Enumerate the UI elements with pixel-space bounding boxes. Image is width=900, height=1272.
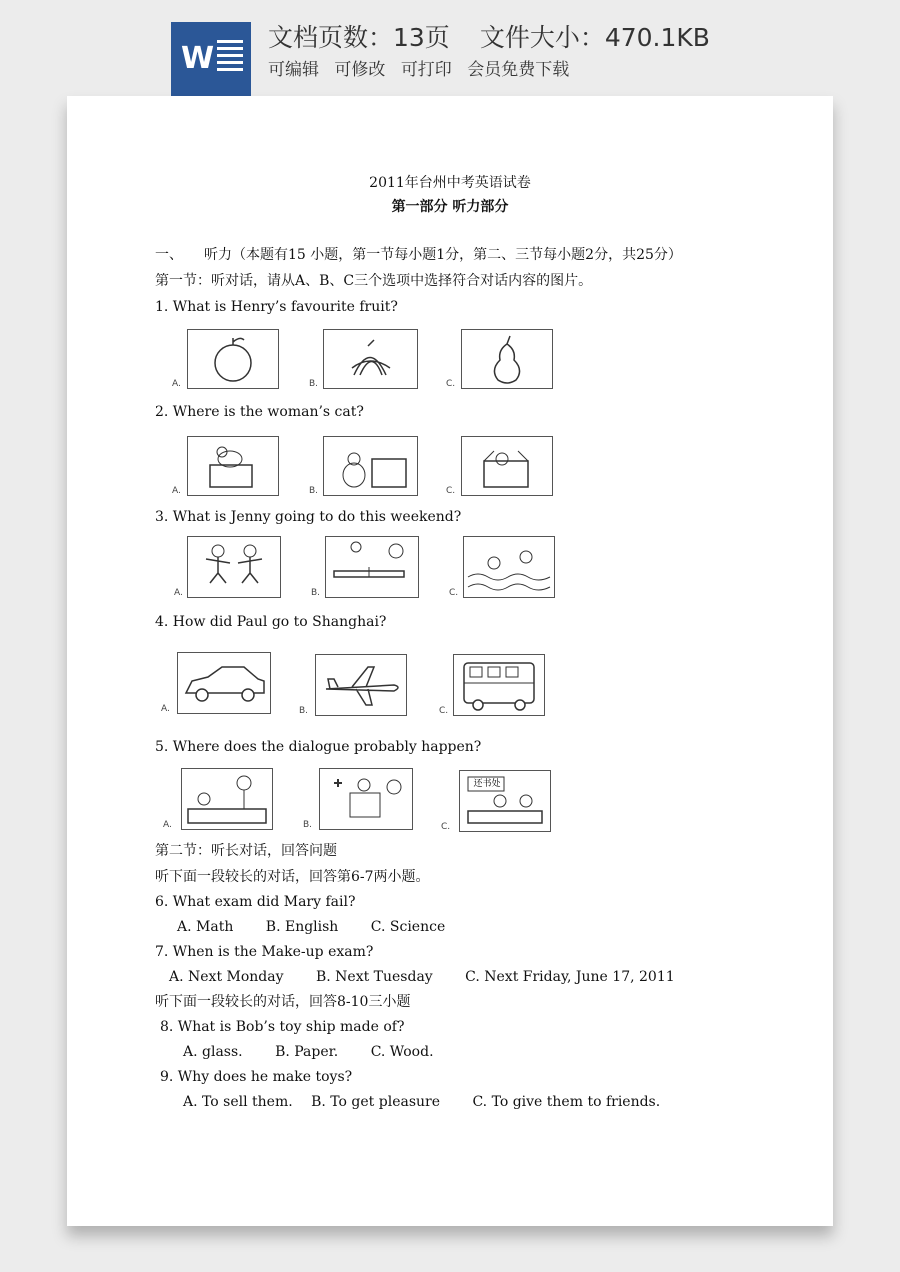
q5-option-a-shop — [181, 768, 273, 830]
listen-instruction-8-10: 听下面一段较长的对话，回答8-10三小题 — [155, 994, 411, 1010]
q2-label-a: A. — [172, 486, 181, 496]
q4-label-b: B. — [299, 706, 309, 716]
q3-label-b: B. — [311, 588, 321, 598]
car-icon — [178, 653, 270, 713]
q2-label-c: C. — [446, 486, 456, 496]
download-banner — [0, 0, 900, 96]
page-count: 文档页数：13页 — [268, 23, 450, 52]
question-7: 7. When is the Make-up exam? — [155, 944, 374, 960]
doc-title: 2011年台州中考英语试卷 — [369, 175, 531, 191]
dancers-icon — [188, 537, 280, 597]
q5-label-b: B. — [303, 820, 313, 830]
q5-label-a: A. — [163, 820, 172, 830]
q3-option-c-swimming — [463, 536, 555, 598]
q2-option-a-cat-on-box — [187, 436, 279, 496]
question-8-options: A. glass. B. Paper. C. Wood. — [183, 1044, 434, 1060]
cat-box-icon — [324, 437, 417, 495]
q4-label-a: A. — [161, 704, 170, 714]
part1-instruction: 第一节：听对话，请从A、B、C三个选项中选择符合对话内容的图片。 — [155, 273, 593, 289]
q1-option-a-apple — [187, 329, 279, 389]
feature-modifiable: 可修改 — [334, 60, 386, 80]
feature-printable: 可打印 — [400, 60, 452, 80]
question-4: 4. How did Paul go to Shanghai? — [155, 614, 387, 630]
file-size: 文件大小：470.1KB — [479, 23, 710, 52]
q4-option-c-bus — [453, 654, 545, 716]
bus-icon — [454, 655, 544, 715]
word-logo-letter: W — [181, 41, 215, 76]
word-doc-icon — [171, 22, 251, 96]
shop-counter-icon — [182, 769, 272, 829]
question-2: 2. Where is the woman’s cat? — [155, 404, 364, 420]
question-1: 1. What is Henry’s favourite fruit? — [155, 299, 398, 315]
question-7-options: A. Next Monday B. Next Tuesday C. Next Friday, June 17, 2011 — [169, 969, 675, 985]
question-9-options: A. To sell them. B. To get pleasure C. To give them to friends. — [183, 1094, 661, 1110]
q1-label-c: C. — [446, 379, 456, 389]
q4-option-b-plane — [315, 654, 407, 716]
q1-label-a: A. — [172, 379, 181, 389]
question-3: 3. What is Jenny going to do this weekend? — [155, 509, 462, 525]
q3-option-b-table-tennis — [325, 536, 419, 598]
feature-member-download: 会员免费下载 — [467, 60, 570, 80]
plane-icon — [316, 655, 406, 715]
listen-instruction-6-7: 听下面一段较长的对话，回答第6-7两小题。 — [155, 869, 430, 885]
pear-icon — [462, 330, 552, 388]
question-5: 5. Where does the dialogue probably happen? — [155, 739, 482, 755]
cat-box-icon — [188, 437, 278, 495]
q3-label-a: A. — [174, 588, 183, 598]
q1-option-b-banana — [323, 329, 418, 389]
cat-box-icon — [462, 437, 552, 495]
feature-editable: 可编辑 — [268, 60, 319, 80]
question-8: 8. What is Bob’s toy ship made of? — [160, 1019, 405, 1035]
q3-option-a-dancing — [187, 536, 281, 598]
q5-label-c: C. — [441, 822, 451, 832]
q5-option-b-hospital — [319, 768, 413, 830]
banner-title — [268, 18, 710, 54]
question-6-options: A. Math B. English C. Science — [177, 919, 446, 935]
part2-heading: 第二节：听长对话，回答问题 — [155, 843, 337, 859]
swimming-icon — [464, 537, 554, 597]
library-sign-text: 还书处 — [473, 779, 501, 789]
q4-label-c: C. — [439, 706, 449, 716]
q1-option-c-pear — [461, 329, 553, 389]
q5-option-c-library — [459, 770, 551, 832]
q2-option-b-cat-beside-box — [323, 436, 418, 496]
hospital-icon — [320, 769, 412, 829]
question-9: 9. Why does he make toys? — [160, 1069, 353, 1085]
q1-label-b: B. — [309, 379, 319, 389]
q2-label-b: B. — [309, 486, 319, 496]
apple-icon — [188, 330, 278, 388]
q4-option-a-car — [177, 652, 271, 714]
question-6: 6. What exam did Mary fail? — [155, 894, 356, 910]
q3-label-c: C. — [449, 588, 459, 598]
section1-heading: 一、 听力（本题有15 小题，第一节每小题1分，第二、三节每小题2分，共25分） — [155, 247, 682, 263]
table-tennis-icon — [326, 537, 418, 597]
document-page — [67, 96, 833, 1226]
banner-features — [268, 55, 579, 80]
doc-subtitle: 第一部分 听力部分 — [391, 199, 509, 215]
banana-icon — [324, 330, 417, 388]
q2-option-c-cat-in-box — [461, 436, 553, 496]
